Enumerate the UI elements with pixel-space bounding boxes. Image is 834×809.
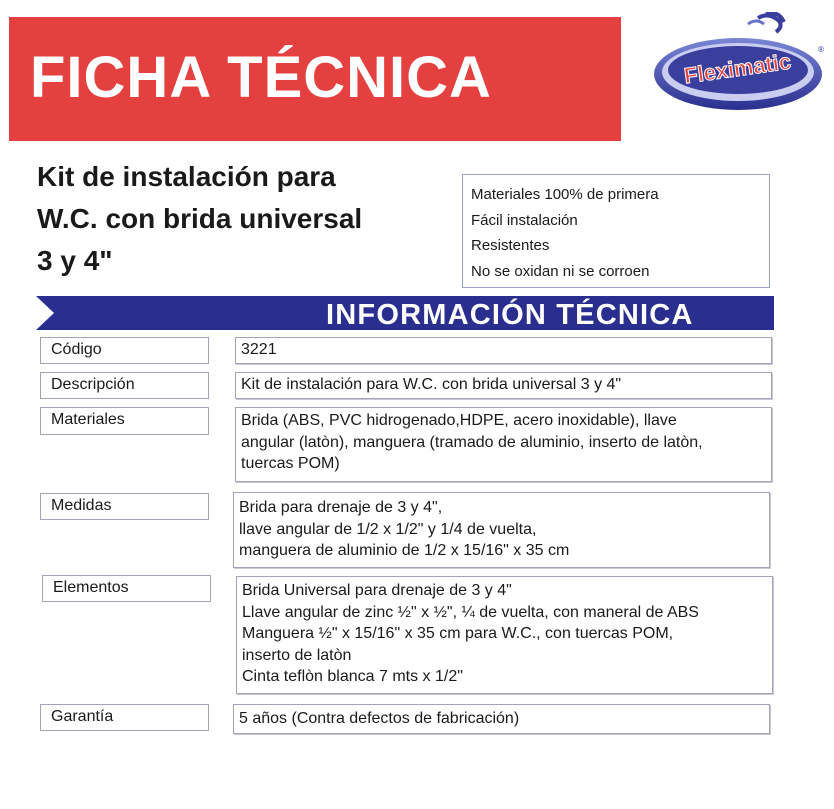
page-title: FICHA TÉCNICA — [30, 45, 492, 110]
spec-value-line: llave angular de 1/2 x 1/2" y 1/4 de vuelta, — [239, 520, 537, 538]
spec-label-medidas: Medidas — [40, 493, 209, 520]
spec-value-line: manguera de aluminio de 1/2 x 15/16" x 35 cm — [239, 542, 570, 559]
spec-value-line: Brida para drenaje de 3 y 4", — [239, 499, 443, 516]
product-title-line: 3 y 4" — [37, 245, 113, 276]
spec-label-garantia: Garantía — [40, 704, 209, 731]
feature-item: Fácil instalación — [471, 211, 578, 229]
spec-value-line: 3221 — [241, 341, 277, 358]
spec-value-garantia — [233, 704, 770, 734]
spec-value-materiales — [235, 407, 772, 482]
spec-value-medidas — [233, 492, 770, 568]
product-title-line: Kit de instalación para — [37, 161, 336, 192]
spec-value-line: angular (latòn), manguera (tramado de aluminio, inserto de latòn, — [241, 433, 703, 451]
logo-registered-mark: ® — [818, 45, 824, 54]
spec-value-line: Llave angular de zinc ½" x ½", ¼ de vuelta, con maneral de ABS — [242, 603, 699, 621]
spec-value-line: Brida (ABS, PVC hidrogenado,HDPE, acero inoxidable), llave — [241, 412, 677, 429]
spec-value-line: Kit de instalación para W.C. con brida universal 3 y 4" — [241, 376, 622, 393]
product-title — [37, 156, 437, 282]
logo-brand-text: Fleximatic — [682, 48, 793, 89]
feature-item: No se oxidan ni se corroen — [471, 262, 650, 280]
fleximatic-logo — [650, 12, 830, 116]
spec-value-line: Manguera ½" x 15/16" x 35 cm para W.C., con tuercas POM, — [242, 625, 674, 642]
spec-value-line: 5 años (Contra defectos de fabricación) — [239, 710, 520, 727]
spec-value-line: Cinta teflòn blanca 7 mts x 1/2" — [242, 668, 463, 685]
product-title-line: W.C. con brida universal — [37, 203, 363, 234]
spec-value-descripcion — [235, 372, 772, 399]
spec-label-codigo: Código — [40, 337, 209, 364]
spec-value-line: inserto de latòn — [242, 646, 352, 664]
feature-item: Materiales 100% de primera — [471, 186, 659, 203]
spec-value-elementos — [236, 576, 773, 694]
spec-value-line: Brida Universal para drenaje de 3 y 4" — [242, 582, 512, 599]
section-title: INFORMACIÓN TÉCNICA — [326, 299, 694, 331]
spec-label-descripcion: Descripción — [40, 372, 209, 399]
feature-item: Resistentes — [471, 237, 550, 254]
spec-label-materiales: Materiales — [40, 407, 209, 435]
spec-value-codigo — [235, 337, 772, 364]
spec-value-line: tuercas POM) — [241, 455, 340, 472]
features-box — [462, 174, 770, 288]
spec-label-elementos: Elementos — [42, 575, 211, 602]
